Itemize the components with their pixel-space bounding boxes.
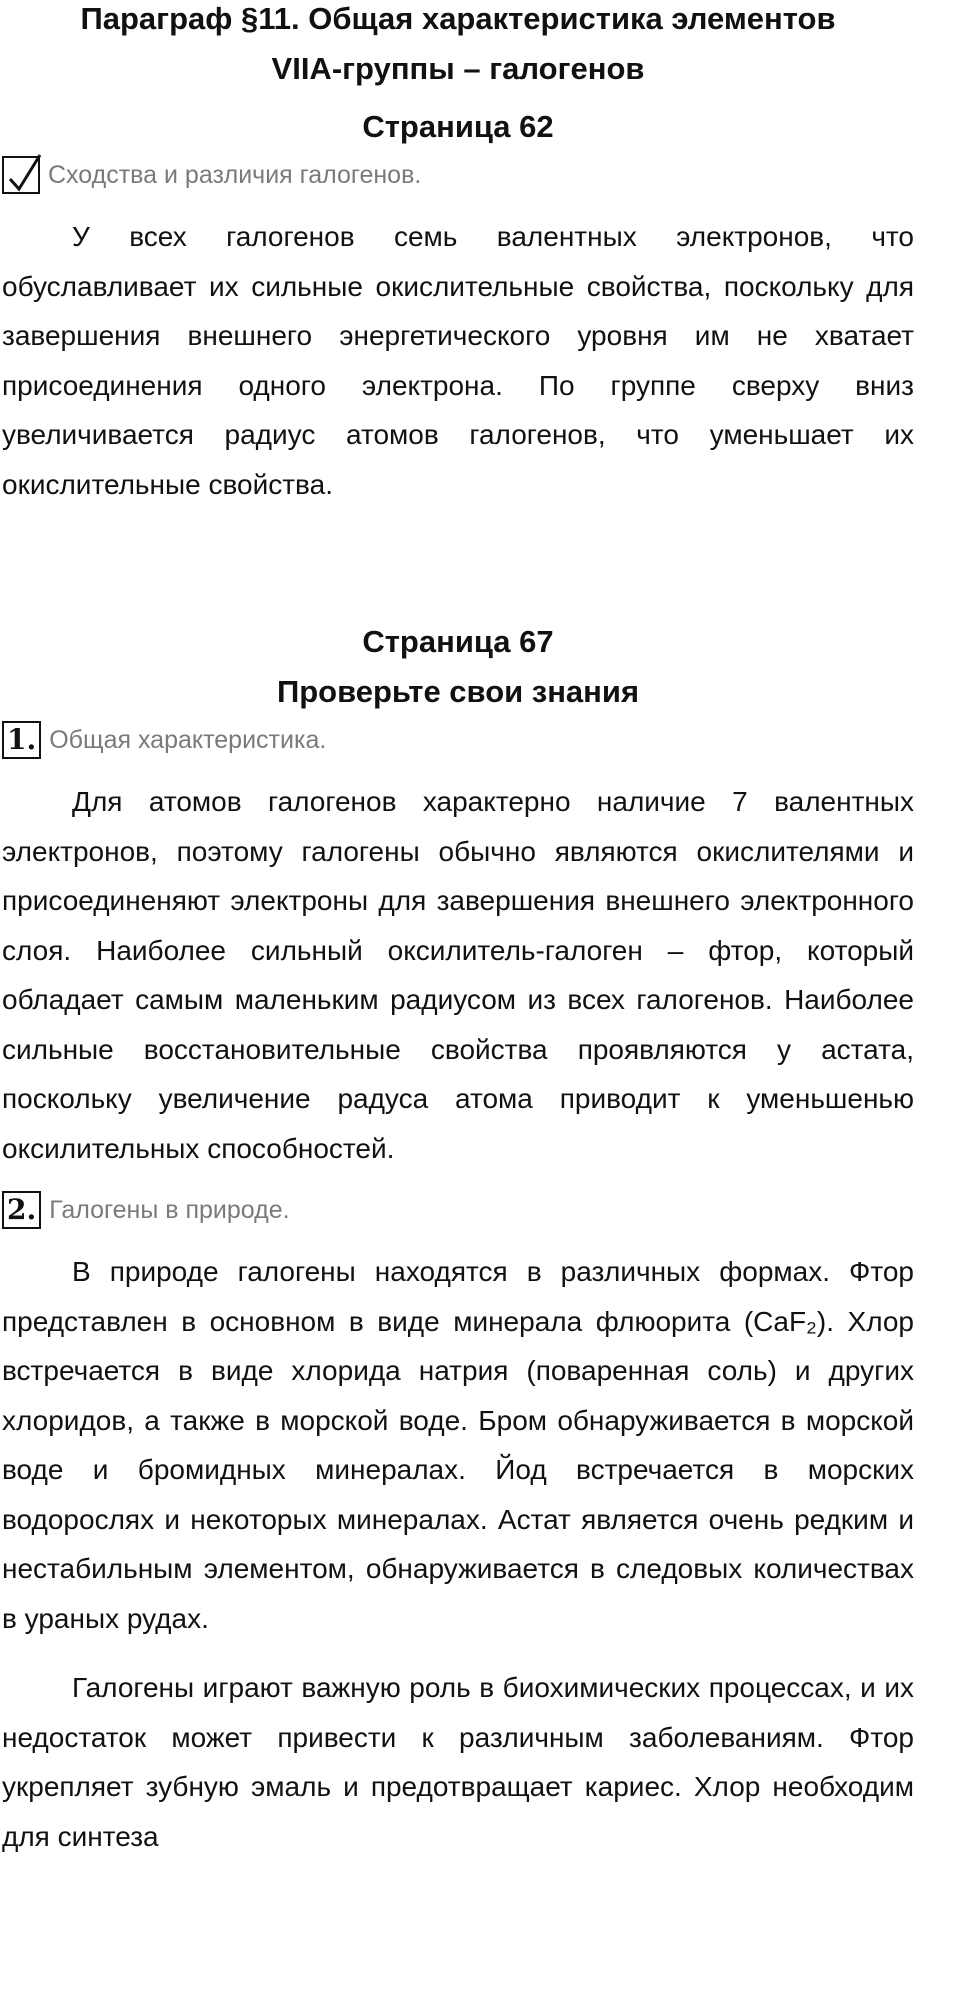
answer-paragraph: У всех галогенов семь валентных электронов, что обуславливает их сильные окислительные свойства, поскольку для завершения внешнего энергетического уровня им не хватает присоединения одного электрона. По группе сверху вниз увеличивается радиус атомов галогенов, что уменьшает их окислительные свойства. bbox=[2, 221, 914, 500]
task-number: 1. bbox=[2, 721, 41, 759]
paragraph-title-line2: VIIA-группы – галогенов bbox=[271, 51, 645, 86]
section-subtitle: Проверьте свои знания bbox=[276, 674, 640, 709]
page-67-heading: Страница 67 bbox=[362, 624, 554, 659]
checkmark-icon bbox=[2, 156, 40, 194]
answer-paragraph: Для атомов галогенов характерно наличие 7 валентных электронов, поэтому галогены обычно являются окислителями и присоединеняют электроны для завершения внешнего электронного слоя. Наиболее сильный оксилитель-галоген – фтор, который обладает самым маленьким радиусом из всех галогенов. Наиболее сильные восстановительные свойства проявляются у астата, поскольку увеличение радуса атома приводит к уменьшенью оксилительных способностей. bbox=[2, 786, 914, 1164]
task-label: Общая характеристика. bbox=[49, 725, 327, 754]
task-similarities bbox=[2, 152, 914, 198]
task-label: Сходства и различия галогенов. bbox=[48, 160, 422, 189]
answer-paragraph: Галогены играют важную роль в биохимических процессах, и их недостаток может привести к различным заболеваниям. Фтор укрепляет зубную эмаль и предотвращает кариес. Хлор необходим для синтеза bbox=[2, 1672, 914, 1852]
task-1 bbox=[2, 717, 914, 763]
task-label: Галогены в природе. bbox=[49, 1195, 290, 1224]
task-number: 2. bbox=[2, 1191, 41, 1229]
task-2 bbox=[2, 1187, 914, 1233]
page-62-heading: Страница 62 bbox=[362, 109, 554, 144]
paragraph-title-line1: Параграф §11. Общая характеристика элементов bbox=[80, 1, 836, 36]
answer-paragraph: В природе галогены находятся в различных формах. Фтор представлен в основном в виде минерала флюорита (CaF₂). Хлор встречается в виде хлорида натрия (поваренная соль) и других хлоридов, а также в морской воде. Бром обнаруживается в морской воде и бромидных минералах. Йод встречается в морских водорослях и некоторых минералах. Астат является очень редким и нестабильным элементом, обнаруживается в следовых количествах в ураных рудах. bbox=[2, 1256, 914, 1634]
